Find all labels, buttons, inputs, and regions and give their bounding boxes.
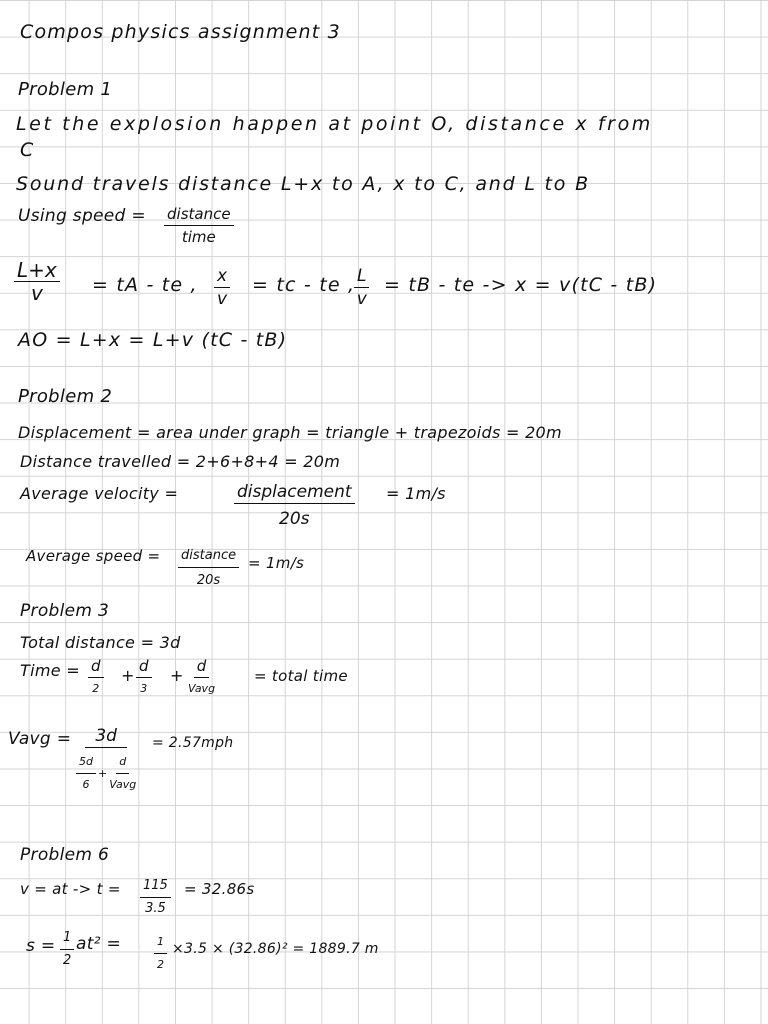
avg-velocity-result: = 1m/s [386,484,446,503]
vavg-denominator [76,748,136,795]
problem-2-heading: Problem 2 [18,386,113,407]
eq-fraction-1-numerator: L+x [14,260,60,282]
time-result: = total time [254,667,348,685]
time-fraction-1-numerator: d [88,656,104,678]
t-fraction-denominator: 3.5 [145,901,166,916]
vavg-fraction [76,726,136,795]
vavg-denominator-b-numerator: d [116,752,129,774]
eq-fraction-2-denominator: v [217,289,228,309]
total-distance-line: Total distance = 3d [20,633,181,652]
eq-fraction-2-numerator: x [214,266,230,288]
problem-1-line-1b: C [20,139,35,161]
s-equation-label: s = [26,936,56,956]
vavg-denominator-fraction-a [76,752,96,795]
eq-part-1: = tA - te , [92,274,198,296]
displacement-line: Displacement = area under graph = triangle + trapezoids = 20m [18,423,562,442]
time-fraction-2-numerator: d [136,656,152,678]
eq-part-3: = tB - te -> x = v(tC - tB) [384,274,658,296]
vavg-label: Vavg = [8,729,72,749]
t-result: = 32.86s [184,880,255,898]
time-fraction-3 [188,656,215,699]
eq-fraction-1-denominator: v [30,281,43,305]
s-result: ×3.5 × (32.86)² = 1889.7 m [172,941,379,957]
time-fraction-2 [136,656,152,699]
vavg-numerator: 3d [85,726,127,748]
half-fraction-1-denominator: 2 [63,953,72,968]
vavg-denominator-fraction-b [109,752,136,795]
t-fraction [140,876,171,919]
time-plus-1: + [121,666,135,685]
speed-fraction-denominator: time [181,228,216,246]
vavg-result: = 2.57mph [152,735,234,751]
problem-3-heading: Problem 3 [20,601,110,621]
half-fraction-2-numerator: 1 [154,932,167,954]
avg-speed-label: Average speed = [26,547,161,565]
time-fraction-2-denominator: 3 [140,682,148,695]
half-fraction-2 [154,932,167,975]
problem-1-using-label: Using speed = [18,206,146,226]
vavg-denominator-a-numerator: 5d [76,752,96,774]
avg-speed-denominator: 20s [196,573,221,588]
time-label: Time = [20,661,80,680]
page-title: Compos physics assignment 3 [20,21,341,43]
eq-part-2: = tc - te , [252,274,356,296]
time-fraction-3-denominator: Vavg [188,682,216,695]
v-equation-label: v = at -> t = [20,880,121,898]
time-fraction-1-denominator: 2 [92,682,100,695]
t-fraction-numerator: 115 [140,876,171,898]
avg-velocity-numerator: displacement [234,482,355,504]
problem-1-heading: Problem 1 [18,79,113,100]
speed-fraction [164,204,234,247]
problem-1-line-2: Sound travels distance L+x to A, x to C, and L to B [16,173,590,195]
avg-velocity-fraction [234,482,355,529]
half-fraction-2-denominator: 2 [157,958,164,971]
problem-6-heading: Problem 6 [20,845,110,865]
time-fraction-1 [88,656,104,699]
vavg-denominator-plus: + [97,766,108,780]
eq-fraction-3 [354,266,369,309]
eq-fraction-2 [214,266,230,309]
avg-speed-fraction [178,546,239,591]
problem-1-line-1: Let the explosion happen at point O, distance x from [16,113,653,135]
vavg-denominator-a-denominator: 6 [82,778,90,791]
half-fraction-1-numerator: 1 [60,928,74,950]
avg-velocity-label: Average velocity = [20,484,179,503]
eq-fraction-3-numerator: L [354,266,369,288]
avg-speed-result: = 1m/s [248,554,305,572]
avg-speed-numerator: distance [178,546,239,568]
eq-fraction-3-denominator: v [356,289,367,309]
speed-fraction-numerator: distance [164,204,234,226]
avg-velocity-denominator: 20s [279,509,310,529]
half-fraction-1 [60,928,74,971]
time-plus-2: + [170,666,184,685]
distance-line: Distance travelled = 2+6+8+4 = 20m [20,452,341,471]
time-fraction-3-numerator: d [194,656,210,678]
vavg-denominator-b-denominator: Vavg [109,778,137,791]
s-equation-middle: at² = [76,934,122,954]
eq-fraction-1 [14,260,60,303]
ao-equation: AO = L+x = L+v (tC - tB) [18,329,288,351]
